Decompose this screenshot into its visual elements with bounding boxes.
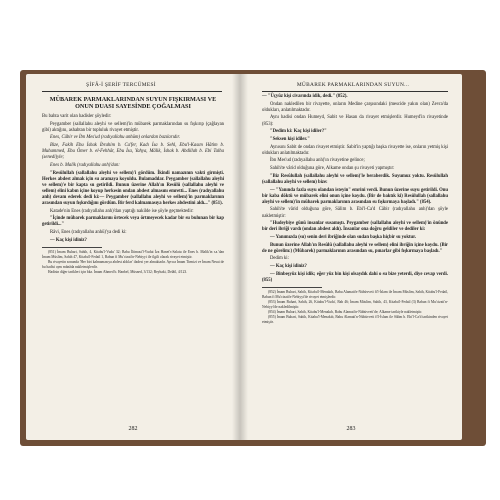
running-head: MÜBAREK PARMAKLARINDAN SUYUN...: [296, 82, 410, 88]
hadith-quote: — "Yanında fazla suyu olandan isteyin" emrini verdi. Bunun üzerine suyu getirildi. Onu bir kaba döktü ve mübarek elini onun içine koydu. (Bir de baktık ki) Resûlullah (sallallahu aleyhi ve sellem)'in mübarek parmaklarının arasından su fışkırmaya başladı." (854).: [262, 187, 448, 205]
book-gutter: [232, 74, 248, 440]
paragraph: İbn Mes'ud (radıyallahu anh)'ın rivayetine gelince;: [270, 158, 365, 164]
page-number: 283: [346, 426, 356, 432]
paragraph: Aynı hadisi ondan Humeyd, Sabit ve Hasan da rivayet etmişlerdir. Humeyd'in rivayetinde (853):: [262, 115, 448, 127]
hadith-quote: — "Üçyüz kişi civarında idik, dedi." (852).: [262, 94, 348, 99]
hadith-quote: — Binbeşyüz kişi idik; eğer yüz bin kişi olsaydık dahi o su bize yeterdi, diye cevap verdi. (855): [262, 271, 448, 283]
paragraph: Bize, Fakih Ebu İshak İbrahim b. Ca'fer, Kadı İsa b. Sehl, Ebu'l-Kasım Hâtim b. Muhammed, Ebu Ömer b. el-Fehhâr, Ebu İsa, Yahya, Mâlik, İshak b. Abdillah b. Ebi Talha (senedi)yle;: [42, 142, 224, 161]
right-page: [240, 74, 462, 440]
footnote: Hadisin diğer tarikleri için bkz. İmam Ahmed b. Hanbel, Müsned, 3/132; Beyhaki, Delâil, 4/123.: [48, 269, 188, 274]
header-rule: [262, 91, 448, 92]
page-number: 282: [128, 426, 138, 432]
hadith-quote: "Biz Resûlullah (sallallahu aleyhi ve sellem)'le beraberdik. Suyumuz yoktu. Resûlullah (sallallahu aleyhi ve sellem) bize:: [262, 173, 448, 185]
paragraph: Peygamber (sallallahu aleyhi ve sellem)'in mübarek parmaklarından su fışkırıp (çağlayan gibi) aktığını, ashabtan bir topluluk rivayet etmiştir.: [42, 121, 224, 133]
hadith-quote: — Yanımızda (su) senin deri ibriğinde olan sudan başka hiçbir su yoktur.: [270, 235, 416, 240]
footnotes: [262, 290, 448, 325]
footnote: (855) İmam Buhari, Sahih, Kitabu'l-Menakıb, Babu Alamati'n-Nübüvveti fi'l-İslam ile Sâlim b. Ebi'l-Ca'd tarikinden rivayet etmiştir.: [262, 315, 448, 324]
paragraph: Ondan nakledilen bir rivayette, onların Medine çarşısındaki (mescide yakın olan) Zevra'da oldukları, anlatılmaktadır.: [262, 101, 448, 113]
footnotes: [42, 250, 224, 275]
page-body: [42, 94, 224, 275]
hadith-quote: "Dedim ki: Kaç kişi idiler?": [270, 129, 327, 135]
footnote-rule: [42, 247, 102, 248]
hadith-quote: — Kaç kişi idiniz?: [50, 237, 87, 243]
paragraph: Bu bahta varit olan hadisler şöyledir:: [42, 113, 112, 119]
section-title: MÜBAREK PARMAKLARINDAN SUYUN FIŞKIRMASI VE ONUN DUASI SAYESİNDE ÇOĞALMASI: [49, 96, 217, 111]
running-head: ŞİFÂ-İ ŞERİF TERCÜMESİ: [86, 82, 156, 88]
page-body: [262, 94, 448, 325]
footnote: (852) İmam Buhari, Sahih, Kitabu'l-Menakıb, Babu Alamati'n-Nübüvveti fi'l-İslam ile İmam Müslim, Sahih, Kitabu'l-Fedail, Babun fi Mu'cizati'n-Nebiyyi'de rivayet etmişlerdir.: [262, 290, 448, 299]
paragraph: Sahih'te vârid olduğuna göre, Sâlim b. Ebi'l-Ca'd Câbir (radıyallahu anh)'dan şöyle nakletmiştir:: [262, 207, 448, 219]
paragraph: Enes, Câbir ve İbn Mes'ud (radıyallahu anhüm) onlardan bazılarıdır.: [50, 135, 180, 141]
footnote: (854) İmam Buhari, Sahih, Kitabu'l-Menakıb, Babu Alamati'n-Nübüvveti'de; Alkame tarikiyle nakletmiştir.: [268, 310, 423, 314]
paragraph: Enes b. Malik (radıyallahu anh)'dan:: [50, 162, 120, 168]
hadith-quote: "İçinde mübarek parmaklarını örtecek veya örtmeyecek kadar bir su bulunan bir kap getirildi...": [42, 216, 224, 228]
paragraph: Aynısını Sabit de ondan rivayet etmiştir. Sabit'in yaptığı başka rivayette ise, onların yetmiş kişi oldukları anlatılmaktadır.: [262, 144, 448, 156]
footnote: (853) İmam Buhari, Sahih, 26, Kitabu'l-Vudu', Bab 46; İmam Müslim, Sahih, 43, Kitabu'l-Fedail (3) Babun fi Mu'cizati'n-Nebiyyi'de nakledilmiştir.: [262, 300, 448, 309]
footnote-rule: [262, 287, 322, 288]
hadith-quote: "Seksen kişi idiler.": [270, 136, 310, 142]
header-rule: [42, 91, 222, 92]
paragraph: Dedim ki:: [270, 256, 289, 262]
hadith-quote: — Kaç kişi idiniz?: [270, 264, 307, 270]
footnote: (851) İmam Buhari, Sahih, 4, Kitabu'l-Vudu' 32; Babu İltimasi'l-Vudui İza Hanet's-Salatu ile Enes b. Malik'in r.a.'dan İmam Müslim, Sahih 47, Kitabu'l-Fedail 1, Babun fi Mu'cizati'n-Nebiyyi ile ilgili olarak rivayet etmiştir.: [42, 249, 224, 259]
hadith-quote: "Resûlullah (sallallahu aleyhi ve sellem)'i gördüm. İkindi namazının vakti girmişti. Herkes abdest almak için su aramaya koyuldu. Bulamadılar. Peygamber (sallallahu aleyhi ve sellem)'e bir kapta su getirildi. Bunun üzerine Allah'ın Resûlü (sallallahu aleyhi ve sellem) elini kabın içine koyup herkesin ondan abdest almasını emretti... Enes (radıyallahu anh) devam ederek dedi ki:— Peygamber (sallallahu aleyhi ve sellem)'in parmaklarının arasından suyun fışkırdığını gördüm. Bir ferd kalmamasıya herkes abdestini aldı..." (851).: [42, 170, 224, 206]
footnote: Bu rivayetin sonunda 'Her biri kalmamasıya abdest aldılar' ifadesi yer almaktadır. Ayrıca İmam Tirmizi ve İmam Nesai de bu hadisi aynı mânâda nakletmişlerdir.: [42, 259, 224, 269]
hadith-quote: "Hudeybiye günü insanlar susamıştı. Peygamber (sallallahu aleyhi ve sellem)'in önünde bir deri ibriği vardı (ondan abdest aldı). İnsanlar ona doğru geldiler ve dediler ki:: [262, 221, 448, 233]
hadith-quote: Bunun üzerine Allah'ın Resûlü (sallallahu aleyhi ve sellem) elini ibriğin içine koydu. (Bir de ne görelim:) (Mübarek) parmaklarının arasından su, pınarlar gibi fışkırmaya başladı.": [262, 242, 448, 254]
paragraph: Râvi, Enes (radıyallahu anhü)'ya dedi ki:: [50, 230, 127, 236]
left-page: [26, 74, 240, 440]
paragraph: Sahih'te vârid olduğuna göre, Alkame ondan şu rivayeti yapmıştır:: [270, 166, 395, 172]
paragraph: Katade'nin Enes (radıyallahu anh)'dan yaptığı nakilde ise şöyle geçmektedir:: [50, 208, 194, 214]
